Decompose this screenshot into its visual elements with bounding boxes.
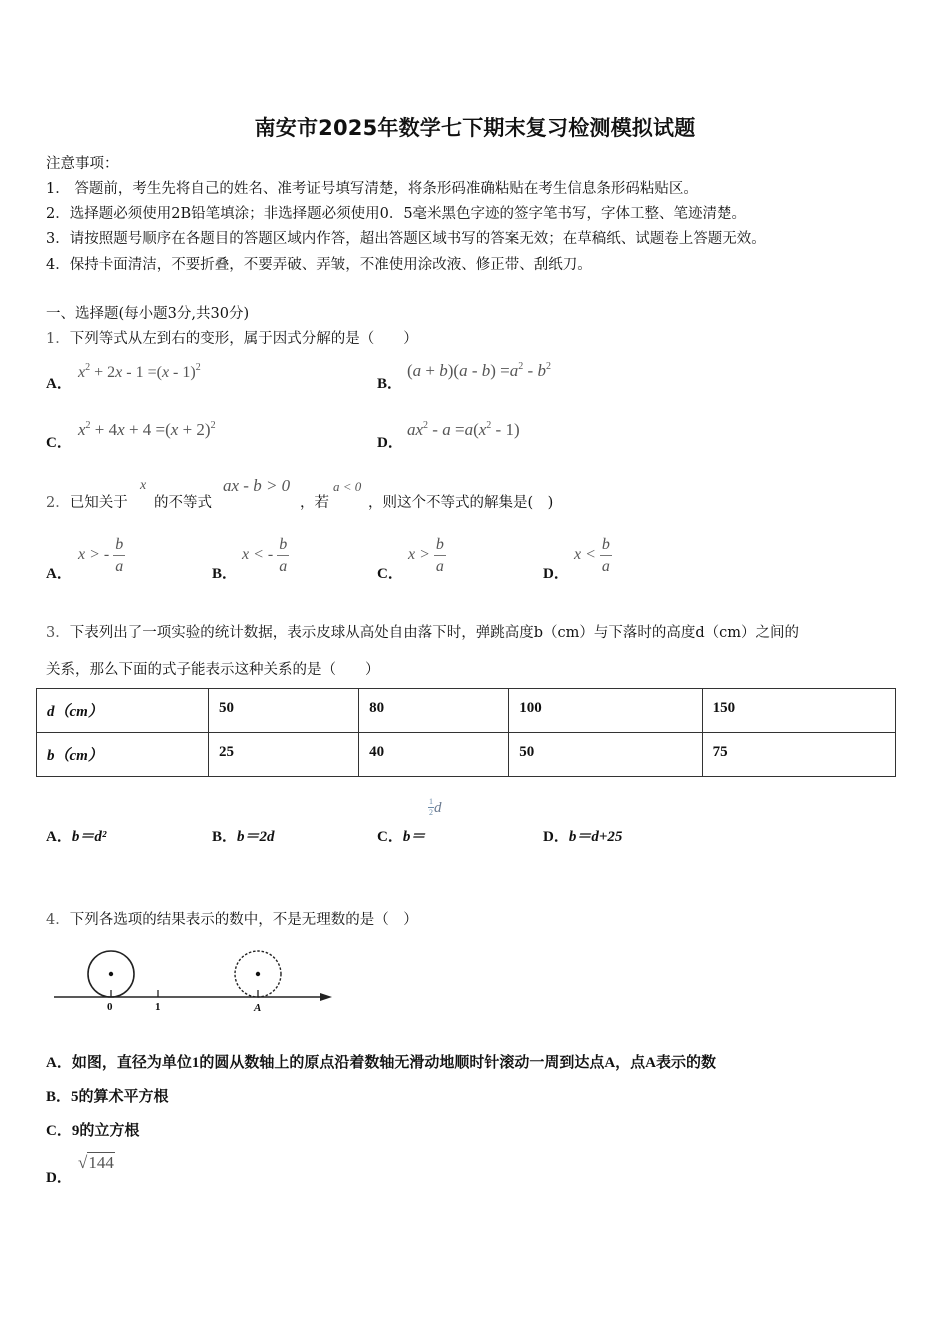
q2-text-4: ，则这个不等式的解集是( ): [368, 495, 554, 511]
expr-lhs: x > -: [78, 546, 110, 564]
q3-option-c[interactable]: [377, 825, 425, 846]
row-header: b（cm）: [37, 733, 209, 777]
q3-option-a[interactable]: [46, 825, 106, 846]
q2-option-c-label[interactable]: C．: [377, 566, 403, 582]
q2-option-a-label[interactable]: A．: [46, 566, 72, 582]
question-2: [46, 491, 128, 512]
q1-option-b-label[interactable]: B．: [377, 376, 403, 392]
question-3-line-2: 关系，那么下面的式子能表示这种关系的是（ ）: [46, 662, 380, 678]
q1-option-a-expr: $x^2 + 2x - 1 =(x - 1)^2$: [78, 362, 201, 381]
question-text: 已知关于: [69, 495, 128, 511]
q4-option-b[interactable]: [46, 1085, 169, 1106]
question-text: 下列等式从左到右的变形，属于因式分解的是（ ）: [69, 331, 418, 347]
option-text: 如图，直径为单位1的圆从数轴上的原点沿着数轴无滑动地顺时针滚动一周到达点A，点A表示的数: [71, 1055, 717, 1071]
q2-inequality: ax - b > 0: [223, 476, 291, 495]
option-expr: b＝: [402, 829, 426, 845]
note-item-2: 2．选择题必须使用2B铅笔填涂；非选择题必须使用0．5毫米黑色字迹的签字笔书写，字体工整、笔迹清楚。: [46, 206, 747, 222]
q2-option-b-label[interactable]: B．: [212, 566, 238, 582]
q4-option-d-expr: √144: [78, 1153, 114, 1172]
q1-option-d-label[interactable]: D．: [377, 435, 403, 451]
q3-option-c-fraction: 1 2d: [429, 797, 442, 817]
notes-heading: 注意事项：: [46, 156, 119, 172]
option-label: B．: [212, 829, 238, 845]
question-1: [46, 327, 418, 348]
table-cell: 50: [509, 733, 702, 777]
option-label: D．: [543, 829, 569, 845]
question-3: [46, 621, 799, 642]
q3-option-b[interactable]: [212, 825, 275, 846]
data-table: [36, 688, 896, 777]
option-label: C．: [46, 1123, 72, 1139]
tick-label-0: 0: [107, 1001, 113, 1013]
table-cell: 80: [359, 689, 509, 733]
note-item-1: 1． 答题前，考生先将自己的姓名、准考证号填写清楚，将条形码准确粘贴在考生信息条形码粘贴区。: [46, 181, 698, 197]
q3-option-d[interactable]: [543, 825, 622, 846]
option-label: A．: [46, 829, 72, 845]
table-row: [37, 689, 896, 733]
question-number: 1．: [46, 331, 70, 347]
table-cell: 40: [359, 733, 509, 777]
number-line-figure: [50, 945, 340, 1020]
fraction: $\frac{b}{a}$: [435, 536, 444, 575]
q2-option-b-expr: [242, 536, 289, 575]
note-item-4: 4．保持卡面清洁，不要折叠，不要弄破、弄皱，不准使用涂改液、修正带、刮纸刀。: [46, 257, 592, 273]
question-text-line-1: 下表列出了一项实验的统计数据，表示皮球从高处自由落下时，弹跳高度b（cm）与下落时的高度d（cm）之间的: [69, 625, 800, 641]
question-text: 下列各选项的结果表示的数中，不是无理数的是（ ）: [69, 912, 418, 928]
option-label: C．: [377, 829, 403, 845]
q1-option-c-expr: $x^2 + 4x + 4 =(x + 2)^2$: [78, 420, 216, 439]
fraction: $\frac{b}{a}$: [279, 536, 288, 575]
table-cell: 50: [209, 689, 359, 733]
table-cell: 75: [702, 733, 895, 777]
expr-lhs: x <: [574, 546, 596, 564]
q2-option-d-expr: [574, 536, 612, 575]
option-expr: b＝d²: [71, 829, 107, 845]
fraction: $\frac{b}{a}$: [115, 536, 124, 575]
q1-option-d-expr: $ax^2 - a =a(x^2 - 1)$: [407, 420, 520, 439]
section-heading: 一、选择题(每小题3分,共30分): [46, 306, 250, 322]
question-number: 4．: [46, 912, 70, 928]
table-cell: 25: [209, 733, 359, 777]
page-title: 南安市2025年数学七下期末复习检测模拟试题: [254, 116, 696, 140]
arrow-icon: [320, 993, 332, 1001]
fraction: $\frac{b}{a}$: [601, 536, 610, 575]
q4-option-c[interactable]: [46, 1119, 139, 1140]
q1-option-a-label[interactable]: A．: [46, 376, 72, 392]
q2-condition: a < 0: [333, 479, 362, 494]
table-cell: 100: [509, 689, 702, 733]
table-cell: 150: [702, 689, 895, 733]
expr-lhs: x < -: [242, 546, 274, 564]
tick-label-a: A: [254, 1002, 262, 1014]
number-line-svg: [50, 945, 340, 1020]
q2-text-2: 的不等式: [154, 495, 212, 511]
q4-option-a[interactable]: [46, 1051, 716, 1072]
option-text: 5的算术平方根: [71, 1089, 169, 1105]
option-expr: b＝d+25: [568, 829, 623, 845]
note-item-3: 3．请按照题号顺序在各题目的答题区域内作答，超出答题区域书写的答案无效；在草稿纸、试题卷上答题无效。: [46, 231, 766, 247]
q2-var-x: x: [140, 478, 147, 493]
q2-option-d-label[interactable]: D．: [543, 566, 569, 582]
question-number: 3．: [46, 625, 70, 641]
expr-lhs: x >: [408, 546, 430, 564]
q2-option-c-expr: [408, 536, 446, 575]
table-row: [37, 733, 896, 777]
q2-option-a-expr: [78, 536, 125, 575]
q2-text-3: ，若: [300, 495, 329, 511]
option-expr: b＝2d: [237, 829, 275, 845]
q4-option-d-label[interactable]: D．: [46, 1170, 72, 1186]
q1-option-c-label[interactable]: C．: [46, 435, 72, 451]
option-label: A．: [46, 1055, 72, 1071]
row-header: d（cm）: [37, 689, 209, 733]
tick-label-1: 1: [155, 1001, 161, 1013]
option-text: 9的立方根: [71, 1123, 140, 1139]
question-4: [46, 908, 418, 929]
question-number: 2．: [46, 495, 70, 511]
option-label: B．: [46, 1089, 72, 1105]
q1-option-b-expr: $(a + b)(a - b) =a^2 - b^2$: [407, 361, 551, 380]
